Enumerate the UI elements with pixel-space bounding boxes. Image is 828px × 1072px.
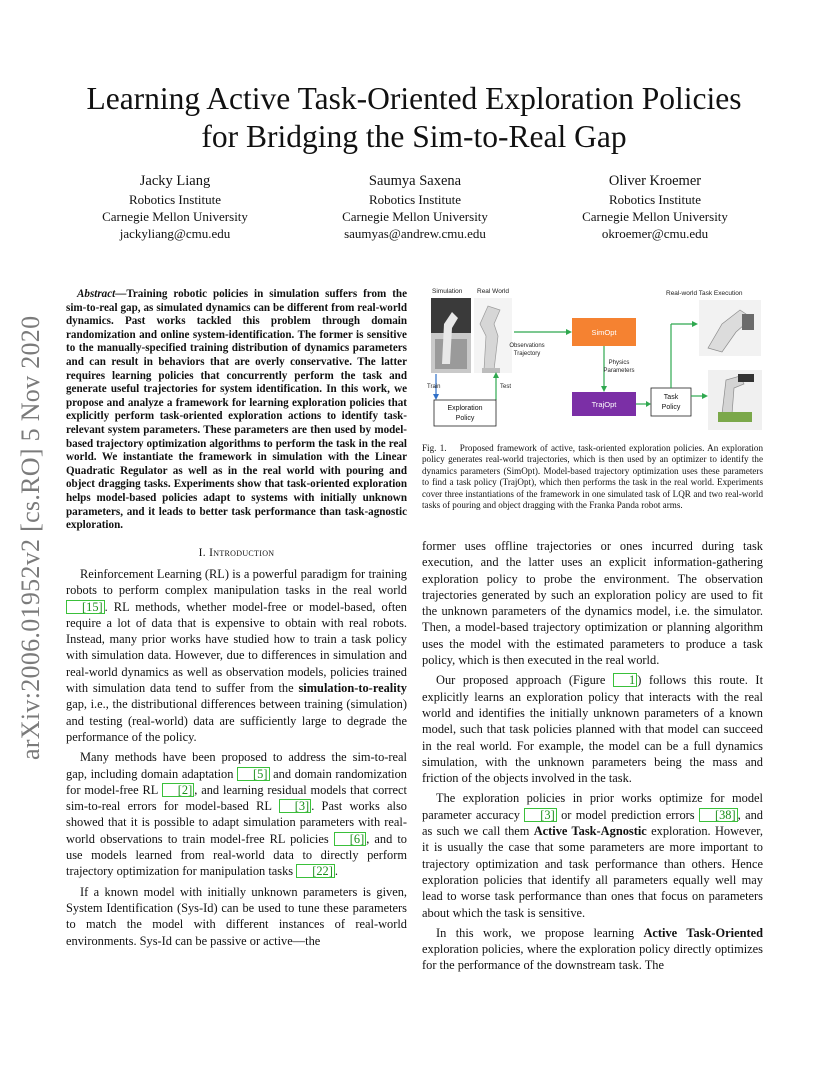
text-run: and domain randomization for model-free RL <box>66 766 407 797</box>
label-exploration: Exploration <box>447 405 483 412</box>
label-task-policy: Policy <box>661 404 681 411</box>
text-run: . Past works also showed that it is possible to adapt simulation parameters with real-world observations to train model-free RL policies <box>66 799 407 846</box>
paragraph-1 <box>66 566 407 745</box>
abstract-label: Abstract <box>77 288 116 300</box>
text-run: , and as such we call them <box>422 807 763 839</box>
arxiv-stamp: arXiv:2006.01952v2 [cs.RO] 5 Nov 2020 <box>16 315 45 760</box>
paragraph-5 <box>422 672 763 786</box>
citation-link[interactable]: [3] <box>524 808 556 822</box>
simulation-robot-image <box>431 298 471 373</box>
author-affiliation: Robotics Institute <box>368 192 462 207</box>
label-trajopt: TrajOpt <box>591 400 617 409</box>
caption-text: Proposed framework of active, task-oriented exploration policies. An exploration policy generates real-world trajectories, which is then used by an optimizer to identify the dynamics parameters (SimOpt). Model-based trajectory optimization uses these parameters to find a task policy (TrajOpt), which then performs the task in the real world. Experiments cover three instantiations of the framework in one simulated task of LQR and two real-world tasks of pouring and object dragging with the Franka Panda robot arms. <box>422 443 764 511</box>
bold-term: Active Task-Oriented <box>643 925 764 940</box>
author-2 <box>300 172 530 242</box>
paper-title <box>40 80 788 156</box>
citation-link[interactable]: [6] <box>334 832 366 846</box>
exploration-policy-box <box>434 400 496 426</box>
author-block <box>60 172 770 242</box>
label-real-execution: Real-world Task Execution <box>666 290 743 297</box>
label-exploration-policy: Policy <box>455 415 475 422</box>
label-simulation: Simulation <box>432 288 463 295</box>
author-3 <box>540 172 770 242</box>
text-run: The exploration policies in prior works optimize for model parameter accuracy <box>422 791 763 822</box>
text-run: . <box>334 864 338 879</box>
author-1 <box>60 172 290 242</box>
task-policy-box <box>651 388 691 416</box>
text-run: Many methods have been proposed to address the sim-to-real gap, including domain adaptation <box>66 750 407 781</box>
right-column <box>422 538 763 978</box>
text-run: . RL methods, whether model-free or model-based, often require a lot of data that is expensive to obtain with real robots. Instead, many prior works have studied how to train a task policy with simulation data. However, due to differences in simulation and real-world dynamics as well as observation models, policies trained with simulation data tend to suffer from the <box>66 599 407 696</box>
label-real-world: Real World <box>477 288 510 295</box>
author-university: Carnegie Mellon University <box>342 209 488 224</box>
label-parameters: Parameters <box>603 368 635 374</box>
author-name: Oliver Kroemer <box>608 173 702 189</box>
label-test: Test <box>500 384 512 390</box>
citation-link[interactable]: [15] <box>66 600 105 614</box>
label-task: Task <box>663 394 679 401</box>
real-robot-image <box>474 298 512 373</box>
label-physics: Physics <box>608 360 630 366</box>
framework-diagram <box>422 284 766 436</box>
pouring-task-image <box>699 300 761 356</box>
text-run: or model prediction errors <box>556 807 699 822</box>
author-affiliation: Robotics Institute <box>128 192 222 207</box>
author-university: Carnegie Mellon University <box>102 209 248 224</box>
label-simopt: SimOpt <box>591 328 617 337</box>
section-heading-introduction <box>66 545 407 561</box>
left-column <box>66 288 407 953</box>
text-run: In this work, we propose learning <box>436 925 644 940</box>
author-university: Carnegie Mellon University <box>582 209 728 224</box>
figure-reference-link[interactable]: 1 <box>613 673 637 687</box>
citation-link[interactable]: [2] <box>162 783 194 797</box>
label-train: Train <box>427 384 441 390</box>
bold-term: Active Task-Agnostic <box>533 824 647 839</box>
citation-link[interactable]: [22] <box>296 864 335 878</box>
section-number: I. <box>198 546 210 559</box>
text-run: Our proposed approach (Figure <box>436 673 614 688</box>
bold-term: simulation-to-reality <box>298 681 407 696</box>
paragraph-4: former uses offline trajectories or ones incurred during task execution, and the latter uses an explicit information-gathering exploration policy to probe the environment. The observation trajectories generated by such an exploration policy are used to fit the unknown parameters of the dynamics model, i.e. the simulator. Then, a model-based trajectory optimization or planning algorithm uses the model with the estimated parameters to produce a task policy, which is then executed in the real world. <box>422 539 763 668</box>
author-name: Saumya Saxena <box>368 173 462 189</box>
label-observations: Observations <box>509 343 545 349</box>
paragraph-3: If a known model with initially unknown parameters is given, System Identification (Sys-Id) can be used to tune these parameters to match the model with different instances of real-world environments. Sys-Id can be passive or active—the <box>66 884 407 948</box>
figure-caption <box>422 443 763 511</box>
text-run: ) follows this route. It explicitly learns an exploration policy that interacts with the real world and identifies the initially unknown parameters of a known model, such that task policies planned with that model can succeed in the real world. For example, the model can be a full dynamics simulation, with the unknown parameters being the mass and friction of the objects involved in the task. <box>422 673 764 786</box>
author-affiliation: Robotics Institute <box>608 192 702 207</box>
title-line-2: for Bridging the Sim-to-Real Gap <box>201 119 627 154</box>
citation-link[interactable]: [38] <box>699 808 738 822</box>
text-run: exploration. However, it is usually the case that some parameters are more important to trajectory optimization and task performance than others. Hence exploration policies that identify all parameters equally well may lead to worse task performance than ones that focus on parameters about which the task is sensitive. <box>422 824 763 920</box>
author-name: Jacky Liang <box>139 173 211 189</box>
paragraph-7 <box>422 925 763 974</box>
title-line-1: Learning Active Task-Oriented Exploration Policies <box>86 81 742 116</box>
paragraph-2 <box>66 749 407 879</box>
author-email[interactable]: okroemer@cmu.edu <box>601 226 709 241</box>
text-run: Reinforcement Learning (RL) is a powerful paradigm for training robots to perform complex manipulation tasks in the real world <box>66 566 407 598</box>
dragging-task-image <box>708 370 762 430</box>
label-trajectory: Trajectory <box>513 351 541 357</box>
text-run: , and to use models learned from real-world data to directly perform trajectory optimization for manipulation tasks <box>66 831 407 879</box>
author-email[interactable]: saumyas@andrew.cmu.edu <box>344 226 486 241</box>
text-run: exploration policies, where the exploration policy directly optimizes for the performance of the downstream task. The <box>422 942 763 973</box>
section-title: Introduction <box>209 546 275 559</box>
text-run: gap, i.e., the distributional differences between training (simulation) and testing (real-world) data are sufficiently large to degrade the performance of the policy. <box>66 697 407 744</box>
caption-label: Fig. 1. <box>422 443 447 453</box>
abstract-text: —Training robotic policies in simulation suffers from the sim-to-real gap, as simulated dynamics can be different from real-world dynamics. Past works tackled this problem through domain randomization and online system-identification. The former is sensitive to the manually-specified training distribution of dynamics parameters and can result in behaviors that are overly conservative. The latter requires learning policies that concurrently perform the task and generate useful trajectories for system identification. In this work, we propose and analyze a framework for learning exploration policies that explicitly perform task-oriented exploration actions to identify task-relevant system parameters. These parameters are then used by model-based trajectory optimization algorithms to perform the task in the real world. We instantiate the framework in simulation with the Linear Quadratic Regulator as well as in the real world with pouring and object dragging tasks. Experiments show that task-oriented exploration helps model-based policies adapt to systems with initially unknown parameters, and it leads to better task performance than task-agnostic exploration. <box>66 288 407 532</box>
author-email[interactable]: jackyliang@cmu.edu <box>119 226 231 241</box>
text-run: , and learning residual models that correct sim-to-real errors for model-based RL <box>66 782 408 814</box>
paragraph-6 <box>422 790 763 920</box>
citation-link[interactable]: [3] <box>279 799 311 813</box>
figure-1 <box>422 284 766 436</box>
citation-link[interactable]: [5] <box>237 767 269 781</box>
abstract <box>66 288 407 533</box>
